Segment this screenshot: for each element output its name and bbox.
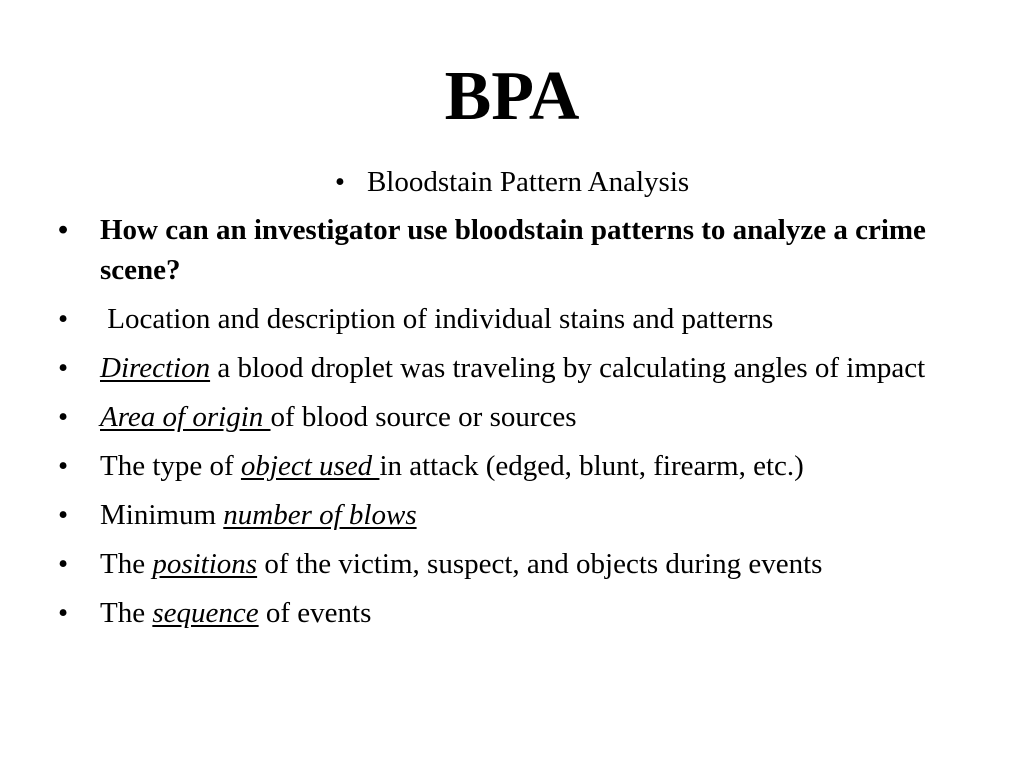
bullet-text-after: of blood source or sources [270, 401, 577, 433]
bullet-emphasis: object used [240, 450, 380, 482]
bullet-marker: • [58, 499, 69, 531]
bullet-marker: • [58, 548, 69, 580]
bullet-marker: • [58, 303, 69, 335]
bullet-text-before: The [100, 548, 153, 580]
bullet-list [58, 210, 978, 642]
bullet-text-after: a blood droplet was traveling by calculating angles of impact [210, 352, 926, 384]
bullet-item-object-used [58, 446, 978, 486]
bullet-item-area-of-origin [58, 397, 978, 437]
bullet-marker: • [58, 352, 69, 384]
bullet-marker: • [58, 214, 69, 246]
bullet-text-before: Minimum [100, 499, 224, 531]
bullet-text: Location and description of individual stains and patterns [100, 303, 774, 335]
bullet-marker: • [58, 597, 69, 629]
bullet-emphasis: number of blows [223, 499, 417, 531]
bullet-marker: • [58, 401, 69, 433]
slide-title: BPA [444, 58, 580, 135]
bullet-emphasis: positions [152, 548, 258, 580]
bullet-emphasis: Area of origin [100, 401, 271, 433]
bullet-item-question [58, 210, 978, 290]
bullet-marker: • [58, 450, 69, 482]
bullet-marker: • [334, 166, 345, 198]
bullet-item-number-of-blows [58, 495, 978, 535]
bullet-text-before: The [100, 597, 153, 629]
bullet-item-direction [58, 348, 978, 388]
bullet-text-after: in attack (edged, blunt, firearm, etc.) [379, 450, 804, 482]
bullet-text-after: of events [258, 597, 372, 629]
subtitle-bullet [0, 163, 1024, 201]
bullet-emphasis: sequence [152, 597, 259, 629]
bullet-text-before: The type of [100, 450, 241, 482]
bullet-text-after: of the victim, suspect, and objects during events [257, 548, 823, 580]
bullet-text: How can an investigator use bloodstain patterns to analyze a crime scene? [100, 214, 926, 286]
bullet-item-sequence [58, 593, 978, 633]
bullet-emphasis: Direction [100, 352, 211, 384]
bullet-item-location [58, 299, 978, 339]
subtitle-text: Bloodstain Pattern Analysis [366, 166, 690, 198]
bullet-item-positions [58, 544, 978, 584]
